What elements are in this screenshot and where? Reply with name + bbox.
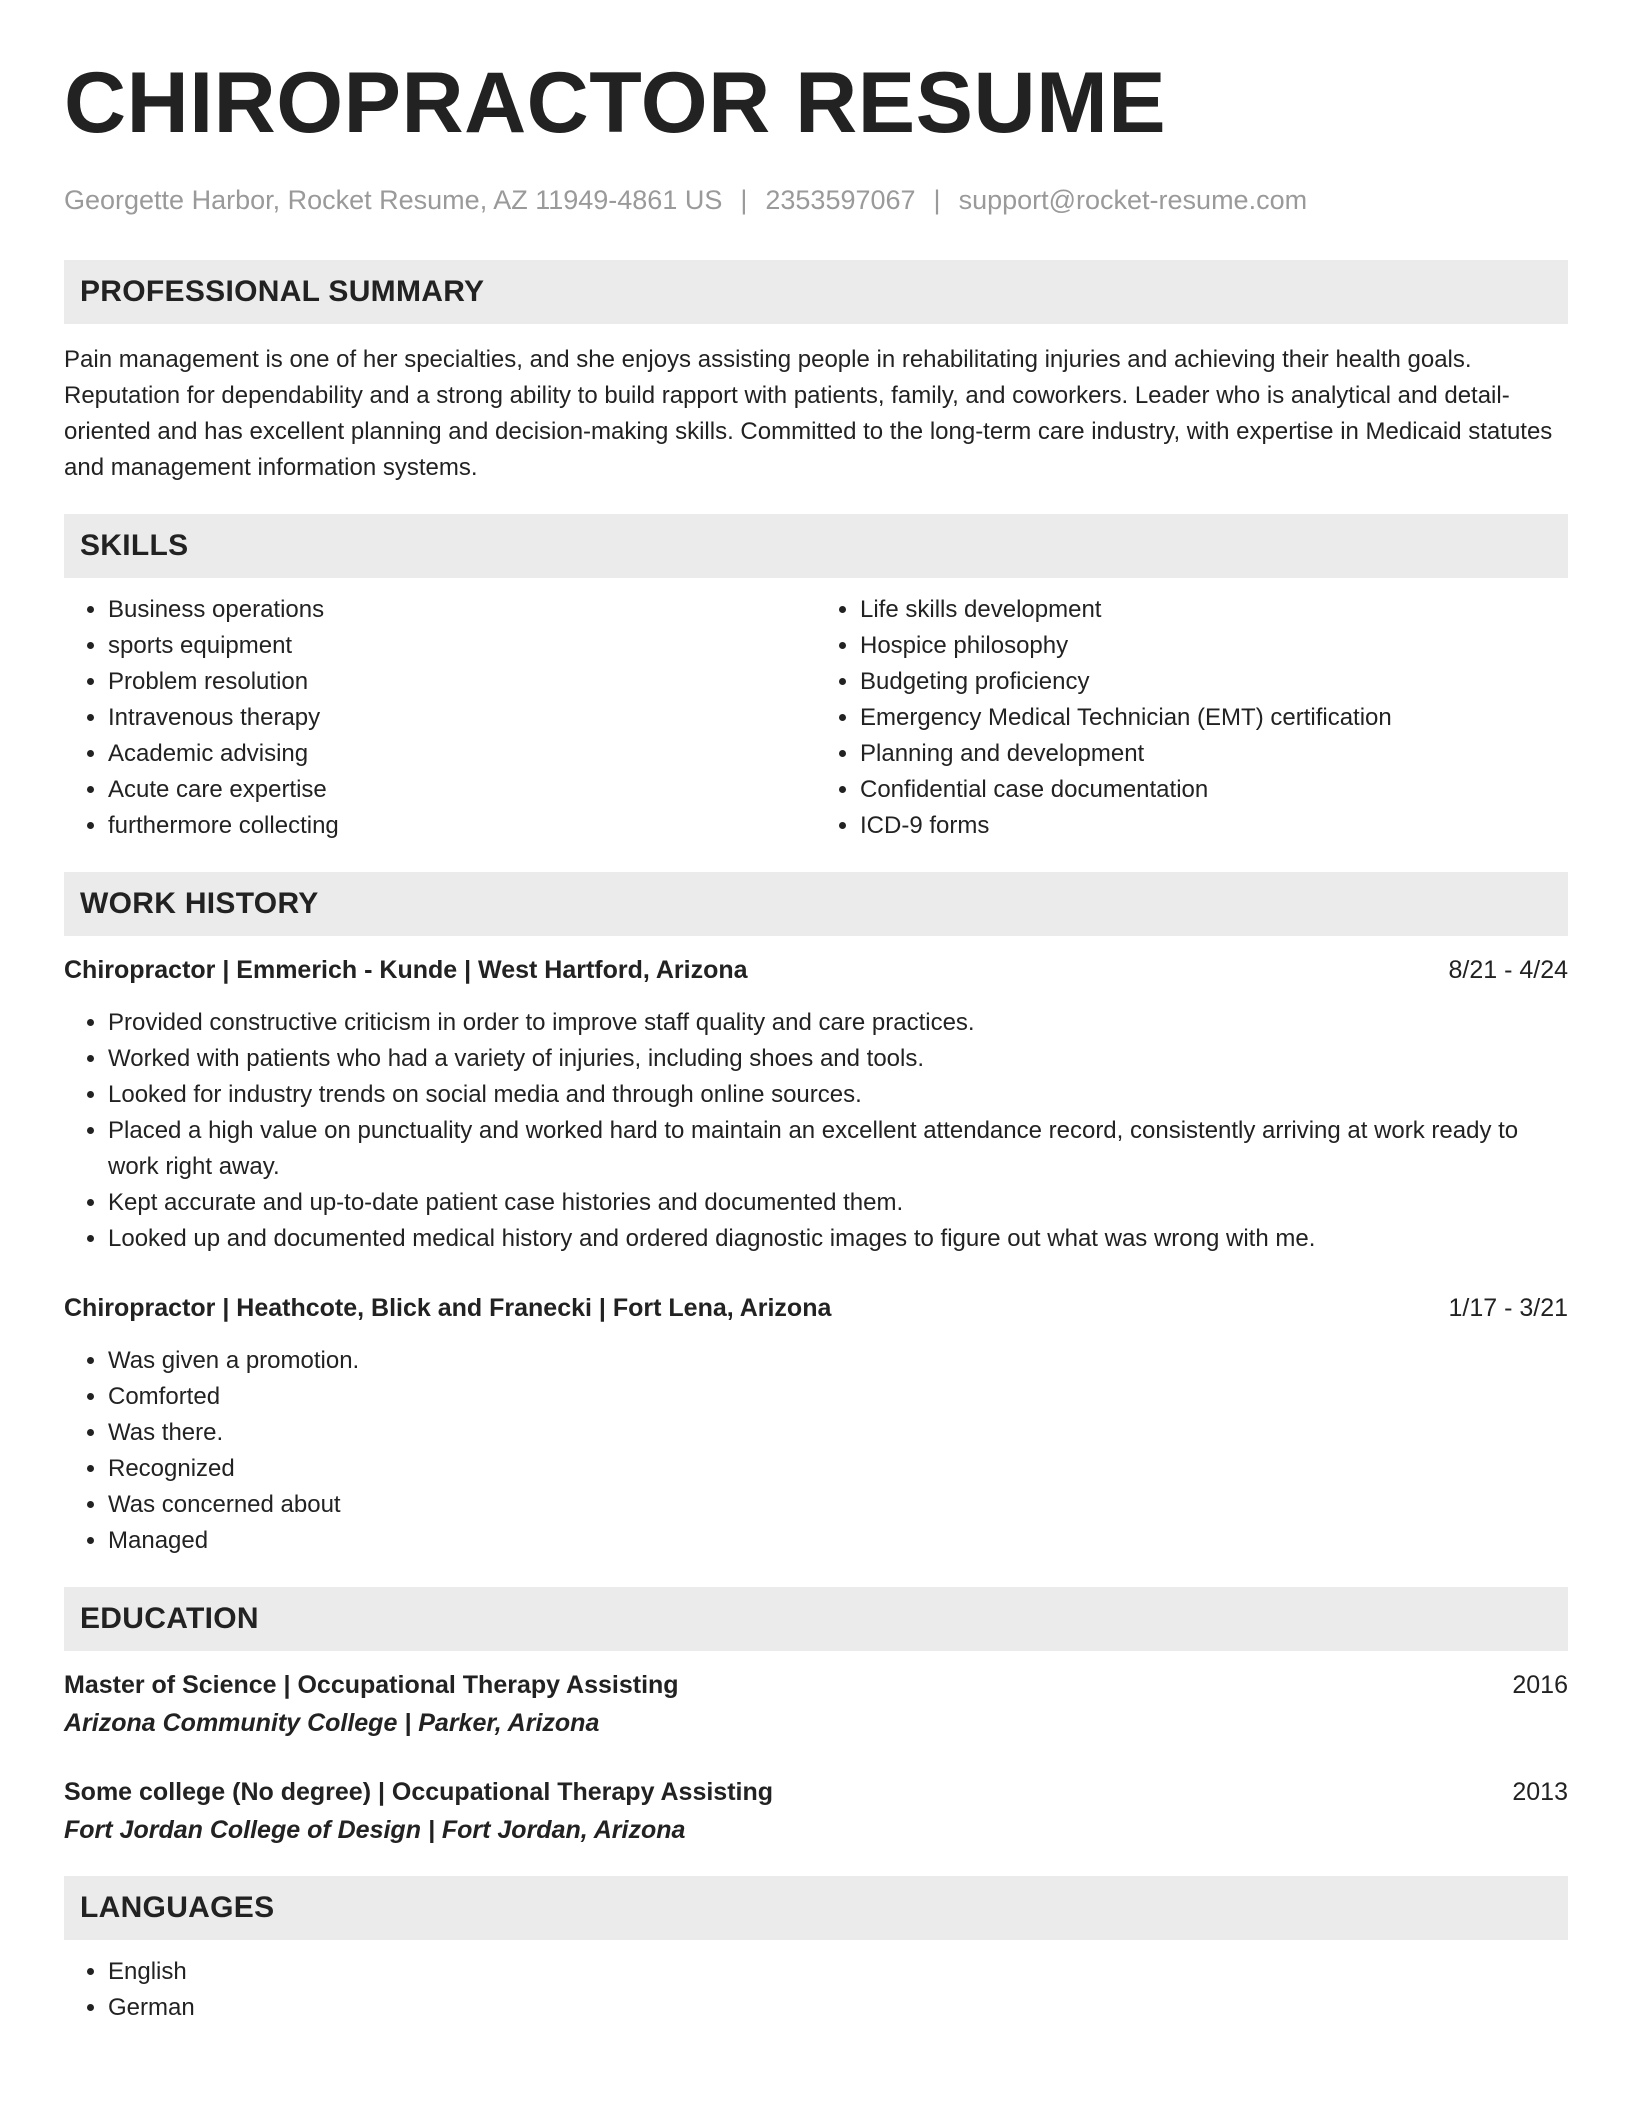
job-bullet: • Worked with patients who had a variety of injuries, including shoes and tools. bbox=[108, 1041, 1568, 1077]
education-degree: Master of Science | Occupational Therapy Assisting bbox=[64, 1671, 679, 1699]
contact-separator: | bbox=[933, 185, 941, 215]
skill-item: • Planning and development bbox=[860, 736, 1568, 772]
job-dates: 8/21 - 4/24 bbox=[1448, 956, 1568, 984]
education-school: Arizona Community College | Parker, Arizona bbox=[64, 1709, 600, 1737]
education-entry bbox=[64, 1774, 1568, 1848]
skill-item: • Hospice philosophy bbox=[860, 628, 1568, 664]
language-item: • English bbox=[108, 1954, 1568, 1990]
job-bullet: • Placed a high value on punctuality and worked hard to maintain an excellent attendance record, consistently arriving at work ready to work right away. bbox=[108, 1113, 1568, 1185]
job-bullet: • Looked for industry trends on social media and through online sources. bbox=[108, 1077, 1568, 1113]
education-year: 2013 bbox=[1512, 1778, 1568, 1806]
languages-heading: LANGUAGES bbox=[64, 1876, 1568, 1940]
job-bullet: • Was there. bbox=[108, 1415, 1568, 1451]
job-bullet: • Recognized bbox=[108, 1451, 1568, 1487]
education-school: Fort Jordan College of Design | Fort Jordan, Arizona bbox=[64, 1816, 686, 1844]
job-bullet: • Looked up and documented medical history and ordered diagnostic images to figure out what was wrong with me. bbox=[108, 1221, 1568, 1257]
summary-text: Pain management is one of her specialties, and she enjoys assisting people in rehabilitating injuries and achieving their health goals. Reputation for dependability and a strong ability to build rapport with patients, family, and coworkers. Leader who is analytical and detail-oriented and has excellent planning and decision-making skills. Committed to the long-term care industry, with expertise in Medicaid statutes and management information systems. bbox=[64, 346, 1553, 481]
job-bullet: • Was given a promotion. bbox=[108, 1343, 1568, 1379]
job-bullet: • Managed bbox=[108, 1523, 1568, 1559]
job-bullet: • Kept accurate and up-to-date patient case histories and documented them. bbox=[108, 1185, 1568, 1221]
language-item: • German bbox=[108, 1990, 1568, 2026]
skill-item: • Intravenous therapy bbox=[108, 700, 816, 736]
resume-title: CHIROPRACTOR RESUME bbox=[64, 55, 1167, 151]
skills-heading: SKILLS bbox=[64, 514, 1568, 578]
skills-right-list bbox=[816, 592, 1568, 844]
job-bullet: • Comforted bbox=[108, 1379, 1568, 1415]
skill-item: • Confidential case documentation bbox=[860, 772, 1568, 808]
contact-phone: 2353597067 bbox=[765, 185, 916, 215]
skill-item: • Academic advising bbox=[108, 736, 816, 772]
skill-item: • Business operations bbox=[108, 592, 816, 628]
skill-item: • Problem resolution bbox=[108, 664, 816, 700]
job-bullet: • Provided constructive criticism in order to improve staff quality and care practices. bbox=[108, 1005, 1568, 1041]
contact-email: support@rocket-resume.com bbox=[958, 185, 1308, 215]
education-heading: EDUCATION bbox=[64, 1587, 1568, 1651]
skill-item: • sports equipment bbox=[108, 628, 816, 664]
skill-item: • Acute care expertise bbox=[108, 772, 816, 808]
skill-item: • Life skills development bbox=[860, 592, 1568, 628]
skill-item: • Budgeting proficiency bbox=[860, 664, 1568, 700]
job-header bbox=[64, 952, 1568, 988]
skill-item: • Emergency Medical Technician (EMT) certification bbox=[860, 700, 1568, 736]
job-bullets bbox=[64, 1343, 1568, 1559]
job-header bbox=[64, 1290, 1568, 1326]
languages-list bbox=[64, 1954, 1568, 2026]
job-entry bbox=[64, 952, 1568, 1257]
education-header bbox=[64, 1774, 1568, 1810]
job-entry bbox=[64, 1290, 1568, 1559]
contact-separator: | bbox=[740, 185, 748, 215]
job-bullet: • Was concerned about bbox=[108, 1487, 1568, 1523]
work-heading: WORK HISTORY bbox=[64, 872, 1568, 936]
contact-address: Georgette Harbor, Rocket Resume, AZ 11949-4861 US bbox=[64, 185, 723, 215]
job-title: Chiropractor | Heathcote, Blick and Franecki | Fort Lena, Arizona bbox=[64, 1294, 832, 1322]
job-title: Chiropractor | Emmerich - Kunde | West Hartford, Arizona bbox=[64, 956, 748, 984]
skill-item: • ICD-9 forms bbox=[860, 808, 1568, 844]
skills-left-list bbox=[64, 592, 816, 844]
job-bullets bbox=[64, 1005, 1568, 1257]
skill-item: • furthermore collecting bbox=[108, 808, 816, 844]
education-degree: Some college (No degree) | Occupational Therapy Assisting bbox=[64, 1778, 774, 1806]
skills-columns bbox=[64, 592, 1568, 844]
education-header bbox=[64, 1667, 1568, 1703]
education-entry bbox=[64, 1667, 1568, 1741]
summary-heading: PROFESSIONAL SUMMARY bbox=[64, 260, 1568, 324]
education-year: 2016 bbox=[1512, 1671, 1568, 1699]
job-dates: 1/17 - 3/21 bbox=[1448, 1294, 1568, 1322]
contact-line bbox=[64, 182, 1568, 218]
